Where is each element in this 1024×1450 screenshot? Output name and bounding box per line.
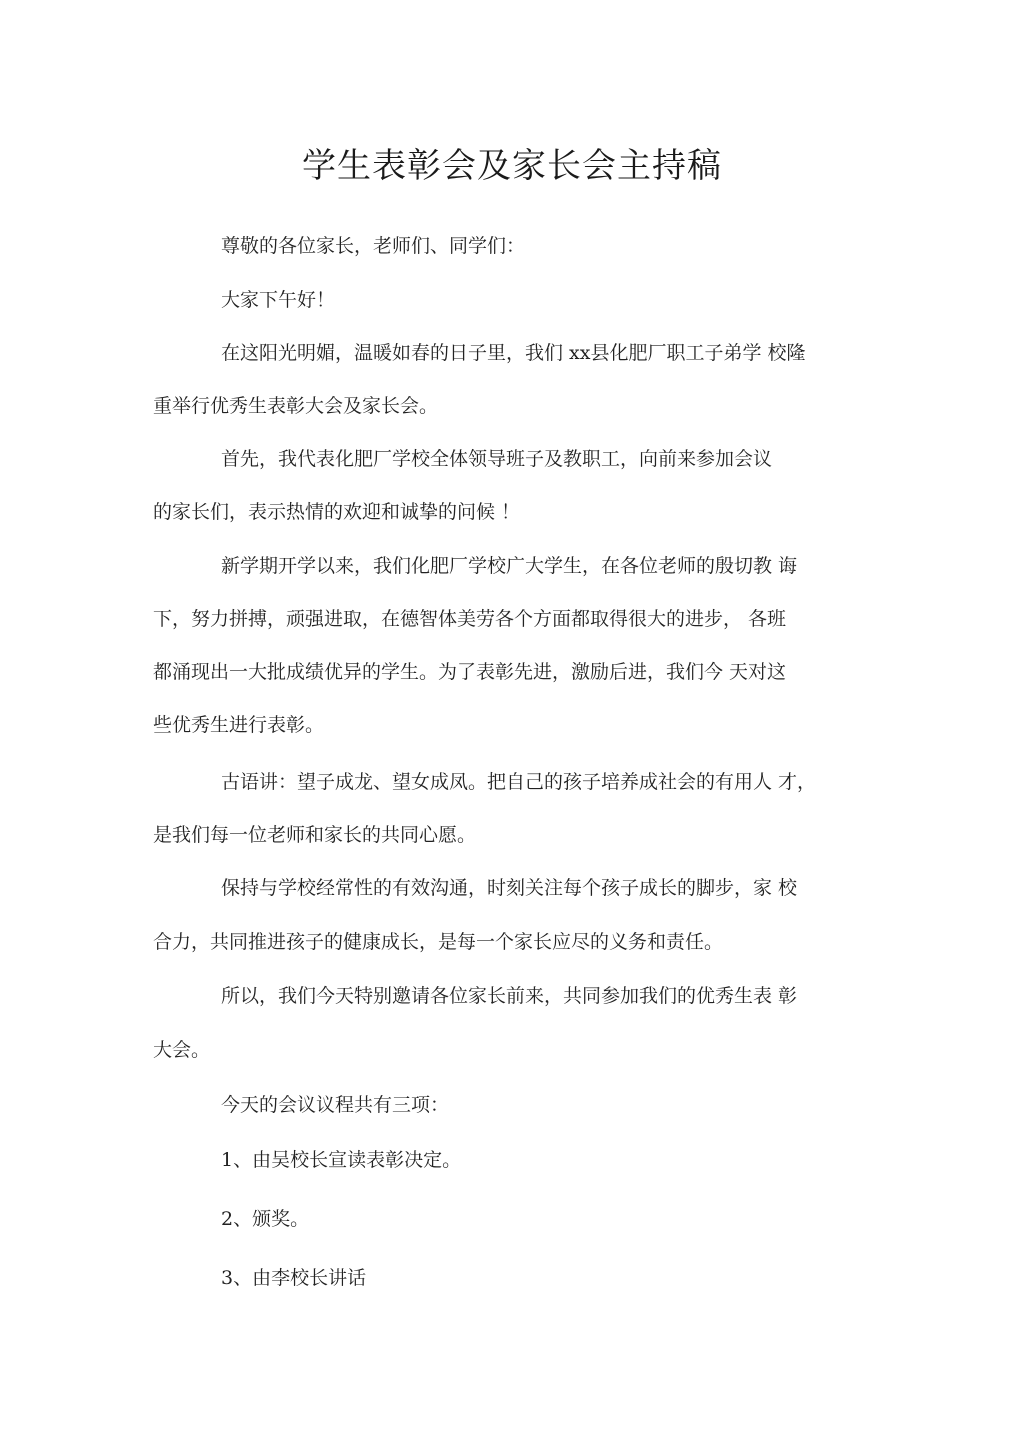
- paragraph-line: 所以，我们今天特别邀请各位家长前来，共同参加我们的优秀生表 彰: [221, 985, 798, 1007]
- paragraph-line: 合力，共同推进孩子的健康成长，是每一个家长应尽的义务和责任。: [153, 931, 724, 953]
- paragraph-line: 古语讲：望子成龙、望女成凤。把自己的孩子培养成社会的有用人 才，: [221, 771, 817, 793]
- paragraph-line: 是我们每一位老师和家长的共同心愿。: [153, 824, 477, 846]
- greeting-line: 大家下午好！: [221, 289, 336, 311]
- paragraph-line: 些优秀生进行表彰。: [153, 714, 325, 736]
- paragraph-line: 新学期开学以来，我们化肥厂学校广大学生，在各位老师的殷切教 诲: [221, 555, 798, 577]
- paragraph-line: 的家长们，表示热情的欢迎和诚挚的问候 ！: [153, 501, 521, 523]
- agenda-item: 1、由吴校长宣读表彰决定。: [221, 1149, 462, 1171]
- paragraph-line: 在这阳光明媚，温暖如春的日子里，我们 xx县化肥厂职工子弟学 校隆: [221, 342, 806, 364]
- paragraph-line: 重举行优秀生表彰大会及家长会。: [153, 395, 439, 417]
- agenda-heading: 今天的会议议程共有三项：: [221, 1094, 450, 1116]
- salutation-line: 尊敬的各位家长，老师们、同学们：: [221, 235, 526, 257]
- paragraph-line: 下，努力拼搏，顽强进取，在德智体美劳各个方面都取得很大的进步， 各班: [153, 608, 787, 630]
- paragraph-line: 都涌现出一大批成绩优异的学生。为了表彰先进，激励后进，我们今 天对这: [153, 661, 787, 683]
- paragraph-line: 保持与学校经常性的有效沟通，时刻关注每个孩子成长的脚步，家 校: [221, 877, 798, 899]
- paragraph-line: 大会。: [153, 1039, 211, 1061]
- paragraph-line: 首先，我代表化肥厂学校全体领导班子及教职工，向前来参加会议: [221, 448, 773, 470]
- page-title: 学生表彰会及家长会主持稿: [302, 146, 722, 186]
- agenda-item: 2、颁奖。: [221, 1208, 310, 1230]
- agenda-item: 3、由李校长讲话: [221, 1267, 367, 1289]
